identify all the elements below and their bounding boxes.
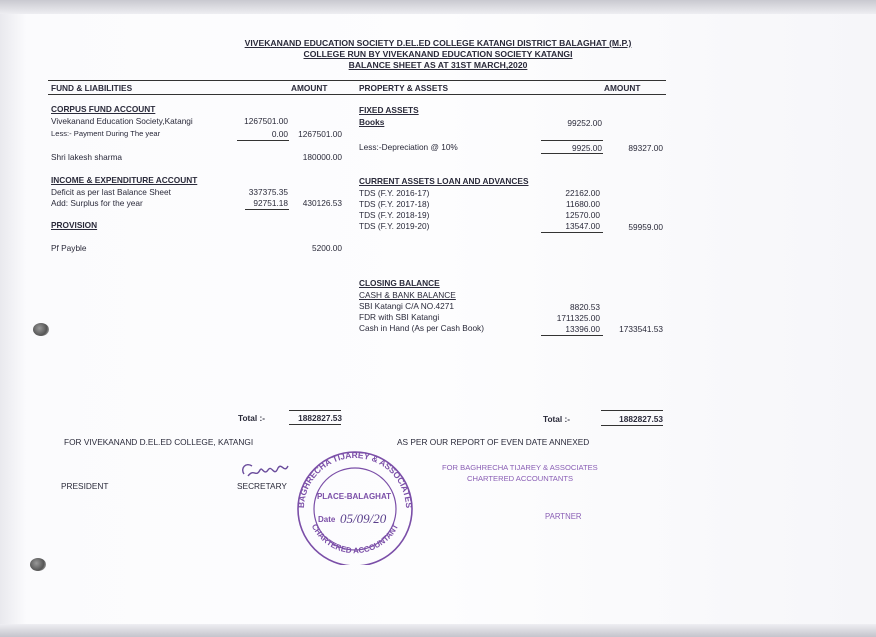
secretary-label: SECRETARY [237, 481, 287, 491]
footer-college: FOR VIVEKANAND D.EL.ED COLLEGE, KATANGI [64, 437, 254, 447]
corpus-row1-sub: 1267501.00 [244, 116, 288, 126]
closing-row-value: 13396.00 [565, 324, 600, 334]
stamp-ring-top: BAGHRECHA TIJAREY & ASSOCIATES [295, 449, 415, 509]
liabilities-total-value: 1882827.53 [298, 413, 342, 423]
corpus-row3-label: Shri lakesh sharma [51, 152, 123, 162]
punch-hole-top [33, 323, 49, 336]
closing-rule [541, 335, 603, 336]
corpus-row2-label: Less:- Payment During The year [51, 129, 161, 138]
depreciation-value: 9925.00 [572, 143, 602, 153]
closing-row-label: FDR with SBI Katangi [359, 312, 440, 322]
tds-row-value: 12570.00 [565, 210, 600, 220]
assets-heading: PROPERTY & ASSETS [359, 83, 448, 93]
closing-row-label: SBI Katangi C/A NO.4271 [359, 301, 455, 311]
closing-row-value: 1711325.00 [556, 313, 600, 323]
header-rule-top [48, 80, 666, 81]
income-subtotal-rule [245, 209, 289, 210]
secretary-signature [238, 458, 298, 484]
income-row2-total: 430126.53 [302, 198, 342, 208]
depreciation-label: Less:-Depreciation @ 10% [359, 142, 458, 152]
title-line-3: BALANCE SHEET AS AT 31ST MARCH,2020 [348, 60, 528, 70]
corpus-row2-sub: 0.00 [271, 129, 288, 139]
punch-hole-bottom [30, 558, 46, 571]
income-row2-sub: 92751.18 [253, 198, 288, 208]
provision-row1-label: Pf Payble [51, 243, 87, 253]
tds-row-value: 22162.00 [565, 188, 600, 198]
books-heading: Books [359, 117, 385, 127]
liabilities-total-rule-top [289, 410, 341, 411]
corpus-row2-total: 1267501.00 [298, 129, 342, 139]
scan-bottom-edge [0, 624, 876, 637]
books-value: 99252.00 [567, 118, 602, 128]
stamp-place: PLACE-BALAGHAT [316, 492, 392, 501]
closing-row-value: 8820.53 [570, 302, 600, 312]
current-assets-heading: CURRENT ASSETS LOAN AND ADVANCES [359, 176, 529, 186]
liabilities-total-rule-bottom [289, 424, 341, 425]
corpus-row3-total: 180000.00 [302, 152, 342, 162]
closing-balance-total: 1733541.53 [619, 324, 663, 334]
firm-line-2: CHARTERED ACCOUNTANTS [467, 474, 574, 483]
assets-total-rule-bottom [601, 425, 663, 426]
cash-bank-heading: CASH & BANK BALANCE [359, 290, 456, 300]
title-line-2: COLLEGE RUN BY VIVEKANAND EDUCATION SOCIETY KATANGI [303, 49, 573, 59]
tds-row-label: TDS (F.Y. 2016-17) [359, 188, 430, 198]
title-line-1: VIVEKANAND EDUCATION SOCIETY D.EL.ED COLLEGE KATANGI DISTRICT BALAGHAT (M.P.) [244, 38, 632, 48]
corpus-row1-label: Vivekanand Education Society,Katangi [51, 116, 193, 126]
closing-balance-heading: CLOSING BALANCE [359, 278, 440, 288]
depreciation-rule [541, 153, 603, 154]
partner-label: PARTNER [545, 512, 582, 521]
provision-heading: PROVISION [51, 220, 98, 230]
books-rule [541, 140, 603, 141]
assets-total-value: 1882827.53 [619, 414, 663, 424]
scan-top-edge [0, 0, 876, 14]
provision-row1-total: 5200.00 [312, 243, 342, 253]
assets-amount-heading: AMOUNT [604, 83, 641, 93]
current-assets-total: 59959.00 [628, 222, 663, 232]
income-row1-sub: 337375.35 [248, 187, 288, 197]
tds-row-label: TDS (F.Y. 2017-18) [359, 199, 430, 209]
closing-row-label: Cash in Hand (As per Cash Book) [359, 323, 484, 333]
president-label: PRESIDENT [61, 481, 109, 491]
income-row1-label: Deficit as per last Balance Sheet [51, 187, 171, 197]
liabilities-heading: FUND & LIABILITIES [51, 83, 133, 93]
stamp-date-value: 05/09/20 [340, 511, 387, 526]
footer-report: AS PER OUR REPORT OF EVEN DATE ANNEXED [397, 437, 590, 447]
firm-line-1: FOR BAGHRECHA TIJAREY & ASSOCIATES [442, 463, 598, 472]
header-rule-bottom [48, 94, 666, 95]
tds-row-label: TDS (F.Y. 2019-20) [359, 221, 430, 231]
tds-row-label: TDS (F.Y. 2018-19) [359, 210, 430, 220]
fixed-assets-total: 89327.00 [628, 143, 663, 153]
stamp-date-label: Date [318, 515, 336, 524]
liabilities-amount-heading: AMOUNT [291, 83, 328, 93]
tds-row-value: 13547.00 [565, 221, 600, 231]
assets-total-rule-top [601, 410, 663, 411]
income-row2-label: Add: Surplus for the year [51, 198, 143, 208]
corpus-subtotal-rule [237, 140, 289, 141]
fixed-assets-heading: FIXED ASSETS [359, 105, 419, 115]
ca-stamp [290, 447, 420, 565]
tds-rule [541, 232, 603, 233]
income-heading: INCOME & EXPENDITURE ACCOUNT [51, 175, 198, 185]
corpus-heading: CORPUS FUND ACCOUNT [51, 104, 156, 114]
liabilities-total-label: Total :- [238, 413, 266, 423]
tds-row-value: 11680.00 [566, 199, 600, 209]
stamp-ring-bottom: CHARTERED ACCOUNTANT [309, 522, 401, 556]
assets-total-label: Total :- [543, 414, 571, 424]
